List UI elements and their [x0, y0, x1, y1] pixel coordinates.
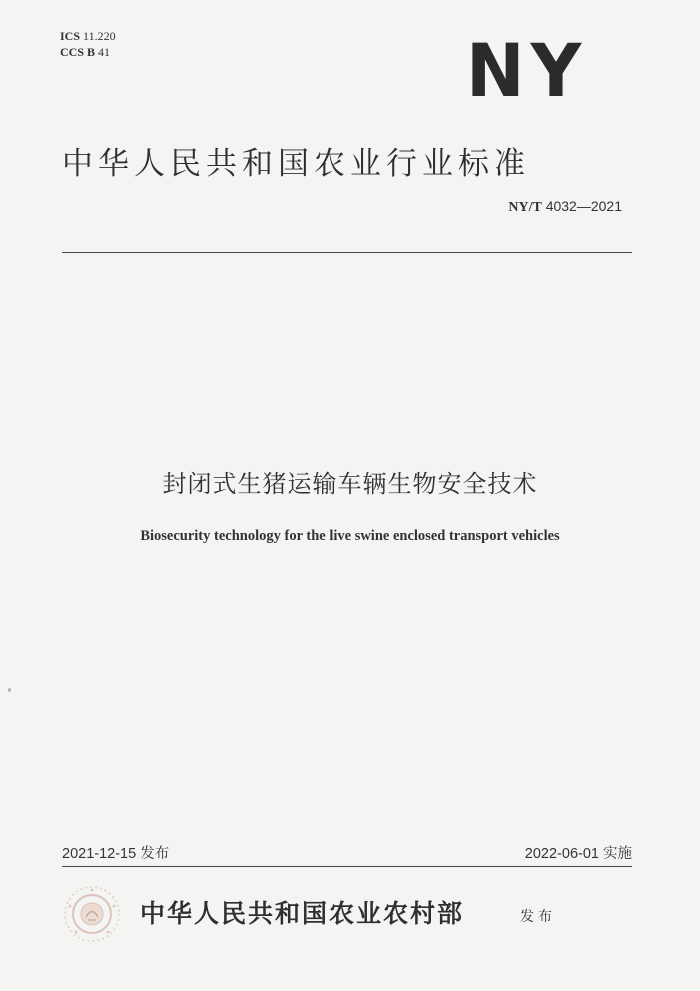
ccs-value: 41: [98, 45, 111, 59]
standard-number-prefix: NY/T: [508, 200, 542, 215]
scan-speck: [8, 688, 11, 692]
issue-date: 2021-12-15 发布: [62, 846, 170, 862]
top-divider: [62, 252, 632, 253]
ics-label: ICS: [60, 29, 81, 43]
standard-number-value: 4032—2021: [545, 198, 622, 214]
standard-number: [508, 198, 622, 216]
implementation-date: 2022-06-01 实施: [524, 846, 632, 862]
publisher-name: 中华人民共和国农业农村部: [140, 899, 465, 928]
ministry-seal-icon: [62, 884, 122, 944]
publisher-suffix: 发布: [520, 909, 556, 925]
ics-value: 11.220: [83, 29, 116, 43]
bottom-divider: [62, 866, 632, 867]
ccs-code: [60, 44, 116, 60]
document-title-english: Biosecurity technology for the live swine enclosed transport vehicles: [140, 528, 560, 544]
standard-category-title: 中华人民共和国农业行业标准: [62, 146, 530, 182]
ccs-label: CCS B: [60, 45, 96, 59]
ny-logo: NY: [466, 27, 588, 115]
classification-codes: [60, 28, 116, 60]
ics-code: [60, 28, 116, 44]
document-title-chinese: 封闭式生猪运输车辆生物安全技术: [162, 470, 538, 498]
